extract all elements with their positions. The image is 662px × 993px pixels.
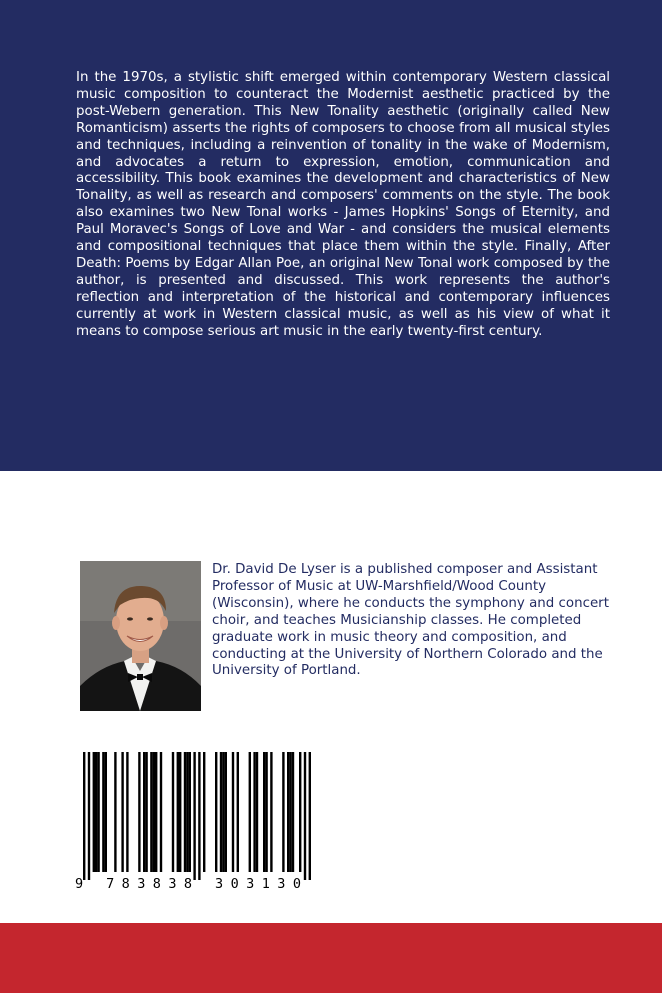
barcode-bar	[189, 752, 191, 872]
barcode-bar	[88, 752, 90, 880]
barcode-bar	[304, 752, 306, 880]
barcode-bar	[93, 752, 95, 872]
barcode-bar	[97, 752, 99, 872]
barcode-bar	[263, 752, 265, 872]
barcode-bar	[179, 752, 181, 872]
barcode-bar	[145, 752, 147, 872]
isbn-barcode	[71, 752, 311, 892]
barcode-bar	[225, 752, 227, 872]
barcode-bar	[177, 752, 179, 872]
barcode-bar	[186, 752, 188, 872]
book-description: In the 1970s, a stylistic shift emerged within contemporary Western classical music composition to counteract the Modernist aesthetic practiced by the post-Webern generation. This New Tonality aesthetic (originally called New Romanticism) asserts the rights of composers to choose from all musical styles and techniques, including a reinvention of tonality in the wake of Modernism, and advocates a return to expression, emotion, communication and accessibility. This book examines the development and characteristics of New Tonality, as well as research and composers' comments on the style. The book also examines two New Tonal works - James Hopkins' Songs of Eternity, and Paul Moravec's Songs of Love and War - and considers the musical elements and compositional techniques that place them within the style. Finally, After Death: Poems by Edgar Allan Poe, an original New Tonal work composed by the author, is presented and discussed. This work represents the author's reflection and interpretation of the historical and contemporary influences currently at work in Western classical music, as well as his view of what it means to compose serious art music in the early twenty-first century.	[76, 70, 610, 339]
barcode-bar	[265, 752, 267, 872]
barcode-bar	[83, 752, 85, 880]
barcode-bar	[232, 752, 234, 872]
barcode-bar	[102, 752, 104, 872]
barcode-bar	[193, 752, 195, 880]
barcode-bar	[287, 752, 289, 872]
barcode-bar	[289, 752, 291, 872]
barcode-bar	[95, 752, 97, 872]
barcode-bar	[299, 752, 301, 872]
author-bio: Dr. David De Lyser is a published composer and Assistant Professor of Music at UW-Marshfield/Wood County (Wisconsin), where he conducts the symphony and concert choir, and teaches Musicianship classes. He completed graduate work in music theory and composition, and conducting at the University of Northern Colorado and the University of Portland.	[212, 562, 609, 679]
barcode-bar	[220, 752, 222, 872]
bottom-color-band	[0, 923, 662, 993]
barcode-bar	[114, 752, 116, 872]
barcode-bar	[203, 752, 205, 872]
barcode-bar	[172, 752, 174, 872]
barcode-bar	[270, 752, 272, 872]
barcode-bar	[105, 752, 107, 872]
author-photo	[80, 561, 201, 711]
barcode-bar	[143, 752, 145, 872]
barcode-bar	[222, 752, 224, 872]
barcode-bar	[198, 752, 200, 880]
barcode-bar	[150, 752, 152, 872]
barcode-bar	[237, 752, 239, 872]
barcode-bar	[249, 752, 251, 872]
barcode-bar	[292, 752, 294, 872]
barcode-bar	[126, 752, 128, 872]
barcode-bar	[282, 752, 284, 872]
blurb-panel	[0, 0, 662, 471]
barcode-bar	[138, 752, 140, 872]
barcode-bar	[184, 752, 186, 872]
barcode-bar	[160, 752, 162, 872]
barcode-bar	[253, 752, 255, 872]
barcode-bar	[256, 752, 258, 872]
barcode-bar	[155, 752, 157, 872]
barcode-bar	[121, 752, 123, 872]
barcode-bars	[83, 752, 311, 880]
barcode-bar	[215, 752, 217, 872]
isbn-digits: 9 783838 303130	[75, 876, 301, 892]
barcode-bar	[309, 752, 311, 880]
barcode-bar	[153, 752, 155, 872]
